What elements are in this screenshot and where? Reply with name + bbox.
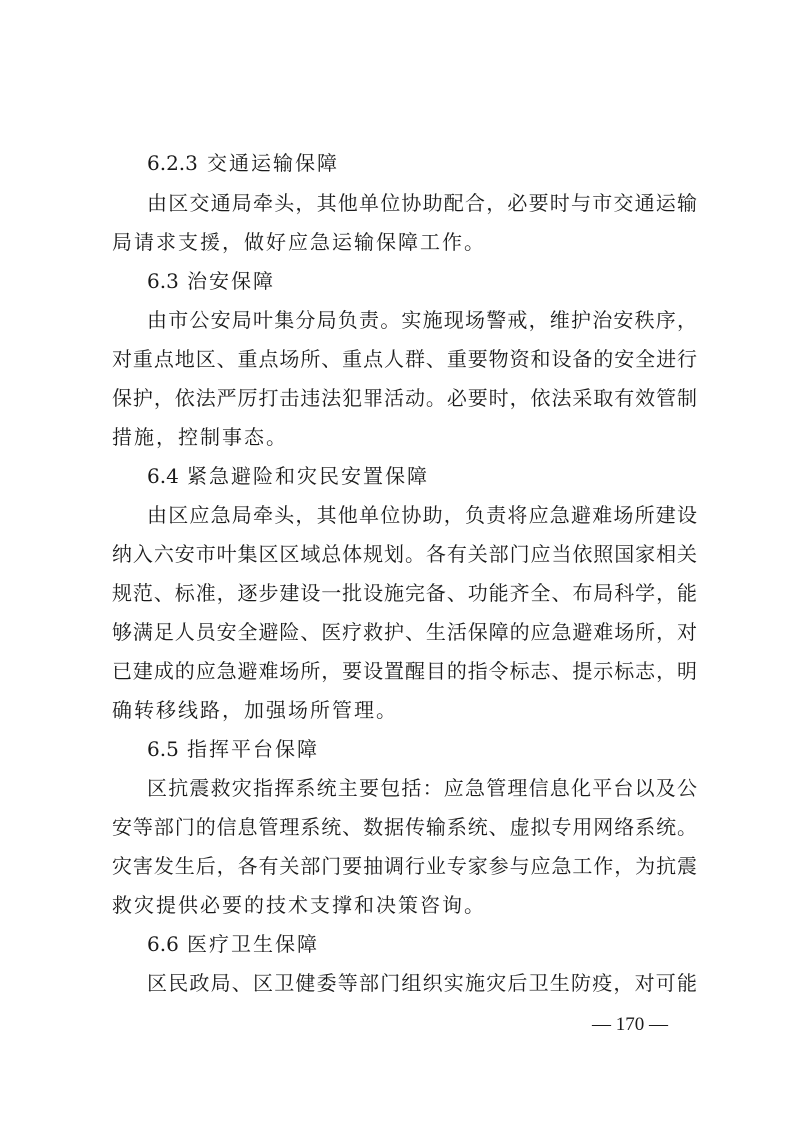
section-title: 交通运输保障 xyxy=(207,151,339,175)
line-text: 纳入六安市叶集区区域总体规划。各有关部门应当依照国家相关 xyxy=(112,542,697,566)
paragraph-line xyxy=(0,812,793,842)
line-text: 保护，依法严厉打击违法犯罪活动。必要时，依法采取有效管制 xyxy=(112,386,697,410)
section-heading-6-4 xyxy=(0,461,793,491)
paragraph-line xyxy=(0,773,793,803)
line-text: 对重点地区、重点场所、重点人群、重要物资和设备的安全进行 xyxy=(112,347,697,371)
line-text: 救灾提供必要的技术支撑和决策咨询。 xyxy=(112,893,486,917)
paragraph-line xyxy=(0,188,793,218)
line-text: 确转移线路，加强场所管理。 xyxy=(112,698,398,722)
line-text: 区民政局、区卫健委等部门组织实施灾后卫生防疫，对可能 xyxy=(147,971,697,995)
line-text: 安等部门的信息管理系统、数据传输系统、虚拟专用网络系统。 xyxy=(112,815,697,839)
paragraph-line xyxy=(0,500,793,530)
paragraph-line xyxy=(0,539,793,569)
paragraph-line xyxy=(0,227,793,257)
line-text: 措施，控制事态。 xyxy=(112,425,288,449)
section-number: 6.4 xyxy=(147,464,179,488)
section-title: 紧急避险和灾民安置保障 xyxy=(187,464,429,488)
section-heading-6-6 xyxy=(0,929,793,959)
paragraph-line xyxy=(0,695,793,725)
paragraph-line xyxy=(0,968,793,998)
page-number: — 170 — xyxy=(592,1014,668,1035)
paragraph-line xyxy=(0,617,793,647)
line-text: 由市公安局叶集分局负责。实施现场警戒，维护治安秩序， xyxy=(147,308,697,332)
section-heading-6-5 xyxy=(0,734,793,764)
paragraph-line xyxy=(0,305,793,335)
section-heading-6-3 xyxy=(0,266,793,296)
section-title: 治安保障 xyxy=(187,269,275,293)
paragraph-line xyxy=(0,578,793,608)
section-number: 6.5 xyxy=(147,737,179,761)
line-text: 区抗震救灾指挥系统主要包括：应急管理信息化平台以及公 xyxy=(147,776,697,800)
section-title: 指挥平台保障 xyxy=(187,737,319,761)
section-heading-6-2-3 xyxy=(0,148,793,178)
paragraph-line xyxy=(0,656,793,686)
section-number: 6.6 xyxy=(147,932,179,956)
section-number: 6.3 xyxy=(147,269,179,293)
paragraph-line xyxy=(0,422,793,452)
line-text: 由区应急局牵头，其他单位协助，负责将应急避难场所建设 xyxy=(147,503,697,527)
paragraph-line xyxy=(0,383,793,413)
line-text: 规范、标准，逐步建设一批设施完备、功能齐全、布局科学，能 xyxy=(112,581,697,605)
line-text: 已建成的应急避难场所，要设置醒目的指令标志、提示标志，明 xyxy=(112,659,697,683)
line-text: 由区交通局牵头，其他单位协助配合，必要时与市交通运输 xyxy=(147,191,697,215)
line-text: 够满足人员安全避险、医疗救护、生活保障的应急避难场所，对 xyxy=(112,620,697,644)
section-number: 6.2.3 xyxy=(147,151,198,175)
paragraph-line xyxy=(0,890,793,920)
paragraph-line xyxy=(0,344,793,374)
line-text: 局请求支援，做好应急运输保障工作。 xyxy=(112,230,486,254)
paragraph-line xyxy=(0,851,793,881)
line-text: 灾害发生后，各有关部门要抽调行业专家参与应急工作，为抗震 xyxy=(112,854,697,878)
section-title: 医疗卫生保障 xyxy=(187,932,319,956)
